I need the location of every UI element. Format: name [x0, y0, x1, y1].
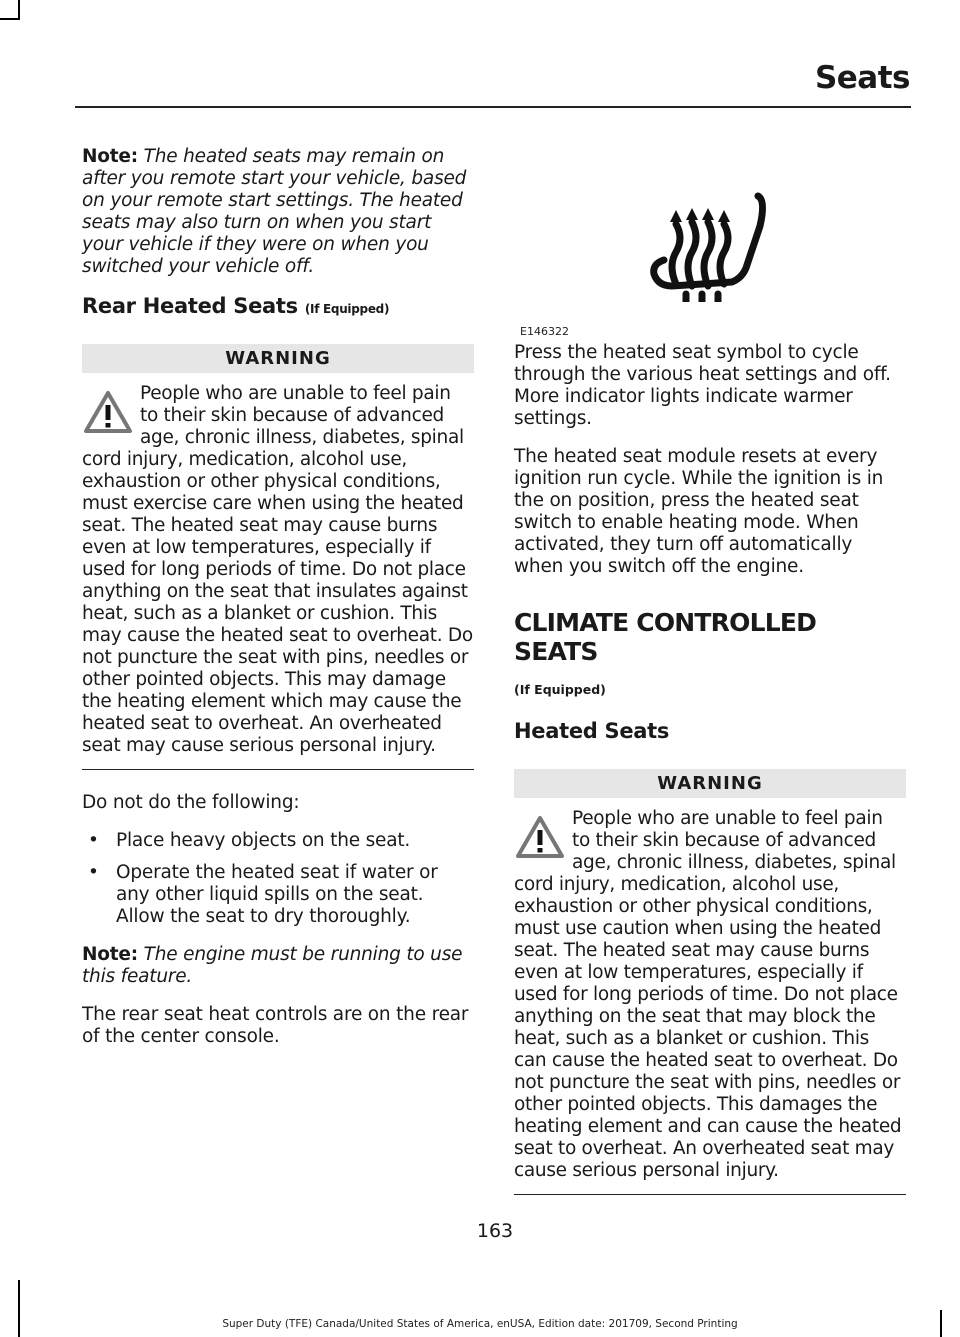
warning-box: [82, 344, 474, 770]
warning-text: People who are unable to feel pain to their skin because of advanced age, chronic illness, diabetes, spinal cord injury, medication, alcohol use, exhaustion or other physical conditions, must exercise care when using the heated seat. The heated seat may cause burns even at low temperatures, especially if used for long periods of time. Do not place anything on the seat that insulates against heat, such as a blanket or cushion. This may cause the heated seat to overheat. Do not puncture the seat with pins, needles or other pointed objects. This may damage the heating element which may cause the heated seat to overheat. An overheated seat may cause serious personal injury.: [82, 383, 473, 756]
crop-mark: [0, 18, 20, 20]
rear-controls-paragraph: The rear seat heat controls are on the rear of the center console.: [82, 1004, 469, 1047]
note-remote-start: [82, 146, 474, 278]
page-number: 163: [476, 1220, 514, 1242]
note-label: Note:: [82, 146, 138, 167]
left-column: [82, 146, 474, 1064]
section-heading-rear-heated-seats: [82, 294, 474, 318]
warning-triangle-icon: [514, 812, 566, 864]
note-text: The engine must be running to use this feature.: [82, 944, 463, 987]
press-symbol-paragraph: Press the heated seat symbol to cycle through the various heat settings and off. More indicator lights indicate warmer settings.: [514, 342, 891, 429]
crop-mark: [18, 0, 20, 20]
warning-divider: [82, 769, 474, 770]
module-resets-paragraph: The heated seat module resets at every ignition run cycle. While the ignition is in the on position, press the heated seat switch to enable heating mode. When activated, they turn off automatically when you switch off the engine.: [514, 446, 884, 577]
warning-body: [82, 383, 474, 757]
warning-triangle-icon: [82, 387, 134, 439]
heading-main: Rear Heated Seats: [82, 294, 298, 318]
section-title-climate-controlled-seats: CLIMATE CONTROLLED SEATS: [514, 608, 817, 666]
list-item: • Operate the heated seat if water or any other liquid spills on the seat. Allow the seat to dry thoroughly.: [88, 862, 438, 927]
warning-text: People who are unable to feel pain to their skin because of advanced age, chronic illness, diabetes, spinal cord injury, medication, alcohol use, exhaustion or other physical conditions, must use caution when using the heated seat. The heated seat may cause burns even at low temperatures, especially if used for long periods of time. Do not place anything on the seat that may block the heat, such as a blanket or cushion. This can cause the heated seat to overheat. Do not puncture the seat with pins, needles or other pointed objects. This damages the heating element and can cause the heated seat to overheat. An overheated seat may cause serious personal injury.: [514, 808, 902, 1181]
heated-seat-icon: [646, 186, 776, 302]
note-label: Note:: [82, 944, 138, 965]
list-item: • Place heavy objects on the seat.: [88, 830, 411, 851]
subheading-heated-seats: Heated Seats: [514, 719, 670, 743]
if-equipped-label: (If Equipped): [514, 682, 606, 697]
header-divider: [75, 106, 911, 108]
note-text: The heated seats may remain on after you remote start your vehicle, based on your remote start settings. The heated seats may also turn on when you start your vehicle if they were on when you switched your vehicle off.: [82, 146, 467, 277]
warning-divider: [514, 1194, 906, 1195]
heading-sub: (If Equipped): [304, 302, 390, 316]
warning-title: WARNING: [82, 344, 474, 373]
warning-title: WARNING: [514, 769, 906, 798]
heated-seat-figure: [514, 146, 906, 342]
warning-box: [514, 769, 906, 1195]
footer-text: Super Duty (TFE) Canada/United States of America, enUSA, Edition date: 201709, Second Printing: [222, 1318, 738, 1330]
figure-caption: E146322: [520, 325, 569, 338]
do-not-list: [82, 830, 474, 928]
warning-body: [514, 808, 906, 1182]
do-not-intro: Do not do the following:: [82, 792, 300, 813]
page-title: Seats: [814, 60, 910, 96]
note-engine-running: [82, 944, 474, 988]
right-column: [514, 146, 906, 1217]
